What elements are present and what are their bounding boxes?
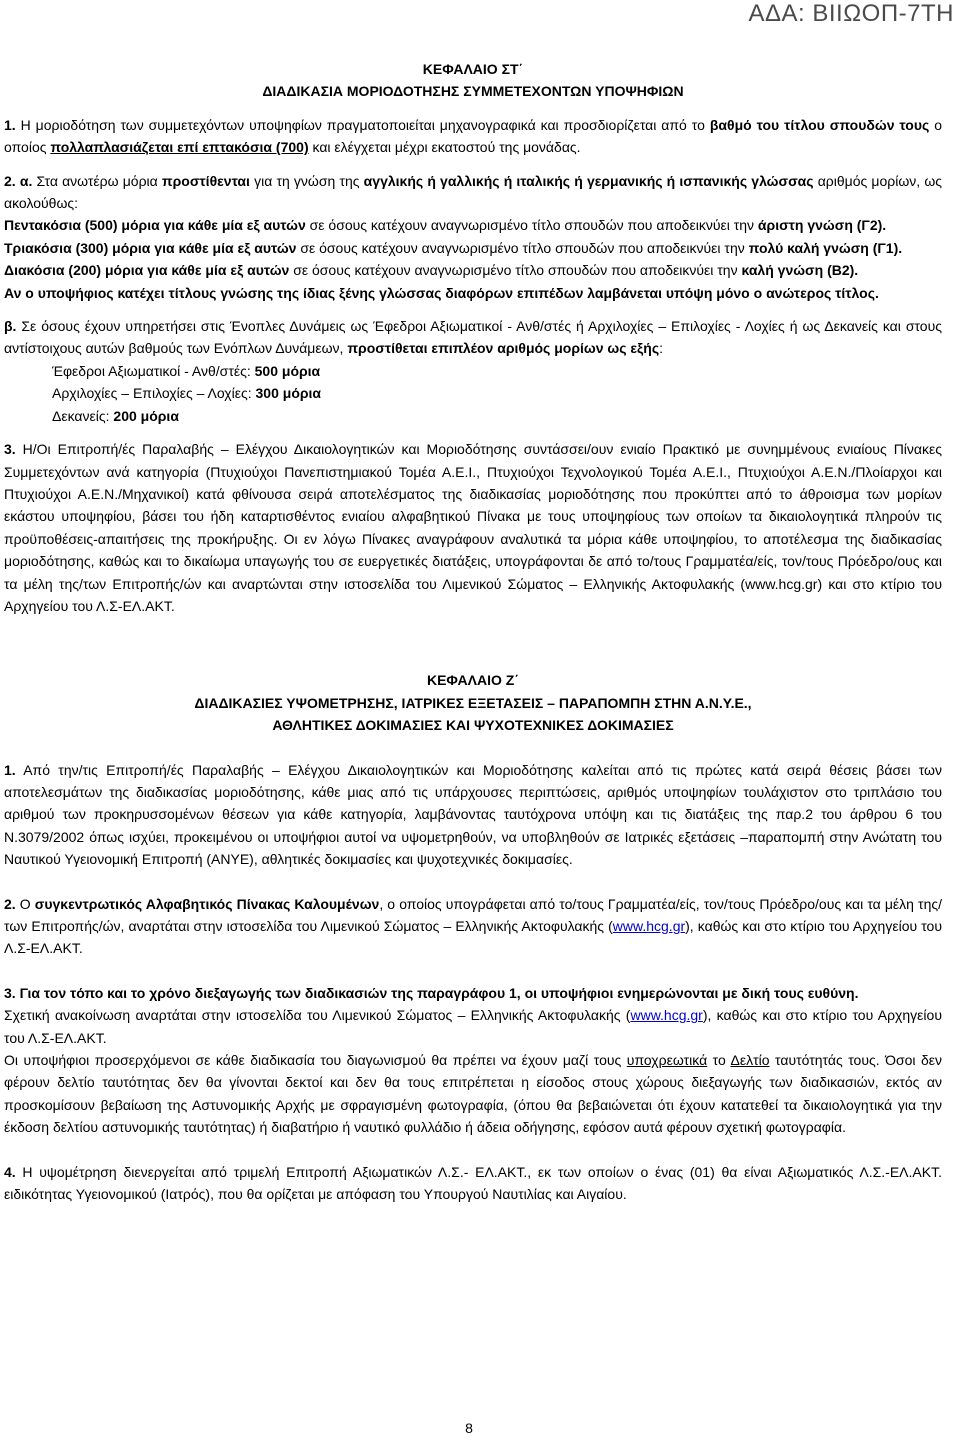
ch6-multi-text: Αν ο υποψήφιος κατέχει τίτλους γνώσης της ίδιας ξένης γλώσσας διαφόρων επιπέδων λαμβάνεται υπόψη μόνο ο ανώτερος τίτλος. bbox=[4, 284, 879, 301]
ch6-b-text-b: προστίθεται επιπλέον αριθμός μορίων ως εξής bbox=[347, 340, 660, 357]
ch6-paragraph-3 bbox=[4, 438, 942, 617]
ch7-paragraph-1 bbox=[4, 759, 942, 871]
ch6-paragraph-2a bbox=[4, 170, 942, 215]
ch7-paragraph-4 bbox=[4, 1161, 942, 1206]
ch6-p1-number: 1. bbox=[4, 116, 16, 133]
ch6-p2-number: 2. α. bbox=[4, 172, 33, 189]
ch7-p3-c: Οι υποψήφιοι προσερχόμενοι σε κάθε διαδικασία του διαγωνισμού θα πρέπει να έχουν μαζί τους bbox=[4, 1052, 627, 1069]
ch6-rank-2-label: Αρχιλοχίες – Επιλοχίες – Λοχίες: bbox=[52, 385, 256, 402]
chapter-7-title: ΚΕΦΑΛΑΙΟ Ζ΄ bbox=[426, 672, 519, 689]
ch7-p4-number: 4. bbox=[4, 1163, 16, 1180]
ch7-p4-text: Η υψομέτρηση διενεργείται από τριμελή Επιτροπή Αξιωματικών Λ.Σ.- ΕΛ.ΑΚΤ., εκ των οποίων ο ένας (01) θα είναι Αξιωματικός Λ.Σ.-ΕΛ.ΑΚΤ. ειδικότητας Υγειονομικού (Ιατρός), που θα ορίζεται με απόφαση του Υπουργού Ναυτιλίας και Αιγαίου. bbox=[4, 1163, 942, 1203]
ch7-p3-b: ), καθώς και στο κτίριο του Αρχηγείου του Λ.Σ-ΕΛ.ΑΚΤ. bbox=[4, 1007, 942, 1046]
ch6-p3-text: Η/Οι Επιτροπή/ές Παραλαβής – Ελέγχου Δικαιολογητικών και Μοριοδότησης συντάσσει/ουν ενιαίο Πρακτικό με συνημμένους ενιαίους Πίνακες Συμμετεχόντων ανά κατηγορία (Πτυχιούχοι Πανεπιστημιακού Τομέα Α.Ε.Ι., Πτυχιούχοι Τεχνολογικού Τομέα Α.Ε.Ι., Πτυχιούχοι Α.Ε.Ν./Πλοίαρχοι και Πτυχιούχοι Α.Ε.Ν./Μηχανικοί) κατά φθίνουσα σειρά αποτελέσματος της διαδικασίας μοριοδότησης που προκύπτει από το άθροισμα των μορίων εκάστου υποψηφίου, βάσει του ήδη καταρτισθέντος ενιαίου αλφαβητικού Πίνακα με τους υποψηφίους των οποίων τα δικαιολογητικά πληρούν τις προϋποθέσεις-απαιτήσεις της προκήρυξης. Οι εν λόγω Πίνακες αναγράφουν αναλυτικά τα μόρια κάθε υποψηφίου, το αποτέλεσμα της διαδικασίας μοριοδότησης, καθώς και το δικαίωμα υπαγωγής του σε ευεργετικές διατάξεις, υπογράφονται δε από το/τους Γραμματέα/είς, τον/τους Πρόεδρο/ους και τα μέλη της/των Επιτροπής/ών και αναρτώνται στην ιστοσελίδα του Λιμενικού Σώματος – Ελληνικής Ακτοφυλακής (www.hcg.gr) και στο κτίριο του Αρχηγείου του Λ.Σ-ΕΛ.ΑΚΤ. bbox=[4, 441, 942, 614]
ch7-p2-text-b: συγκεντρωτικός Αλφαβητικός Πίνακας Καλουμένων bbox=[34, 895, 380, 912]
document-page bbox=[4, 58, 942, 1205]
ch6-200-c: καλή γνώση (Β2). bbox=[741, 262, 859, 279]
ch7-p1-text: Από την/τις Επιτροπή/ές Παραλαβής – Ελέγχου Δικαιολογητικών και Μοριοδότησης καλείται από τις πρώτες κατά σειρά θέσεις βάσει των αποτελεσμάτων της διαδικασίας μοριοδότησης, κάθε μιας από τις υπάρχουσες περιπτώσεις, αριθμός υποψηφίων τουλάχιστον στο τριπλάσιο του αριθμού των προκηρυσσομένων θέσεων για κάθε κατηγορία, λαμβάνοντας ταυτόχρονα υπόψη και τις διατάξεις της παρ.2 του άρθρου 6 του Ν.3079/2002 όπως ισχύει, προκειμένου οι υποψήφιοι αυτοί να υψομετρηθούν, να υποβληθούν σε Ιατρικές εξετάσεις –παραπομπή στην Ανώτατη του Ναυτικού Υγειονομική Επιτροπή (ΑΝΥΕ), αθλητικές δοκιμασίες και ψυχοτεχνικές δοκιμασίες. bbox=[4, 761, 942, 868]
chapter-6-title: ΚΕΦΑΛΑΙΟ ΣΤ΄ bbox=[422, 61, 524, 77]
ch6-rank-3 bbox=[4, 405, 942, 427]
ch6-paragraph-2b bbox=[4, 315, 942, 360]
ch6-paragraph-1 bbox=[4, 114, 942, 159]
ch6-200-b: σε όσους κατέχουν αναγνωρισμένο τίτλο σπουδών που αποδεικνύει την bbox=[289, 262, 742, 279]
ch6-p1-text-d: πολλαπλασιάζεται επί επτακόσια (700) bbox=[50, 139, 309, 156]
ch6-300-b: σε όσους κατέχουν αναγνωρισμένο τίτλο σπουδών που αποδεικνύει την bbox=[296, 239, 749, 256]
ch7-paragraph-3-id-requirement bbox=[4, 1049, 942, 1139]
ch6-p2-text-d: αγγλικής ή γαλλικής ή ιταλικής ή γερμανικής ή ισπανικής γλώσσας bbox=[363, 172, 814, 189]
ch6-rank-3-points: 200 μόρια bbox=[113, 407, 179, 424]
ch6-b-number: β. bbox=[4, 318, 17, 335]
ch6-points-200 bbox=[4, 259, 942, 281]
ch7-p3-id-card: Δελτίο bbox=[730, 1052, 770, 1069]
ch6-p1-text-b: βαθμό του τίτλου σπουδών τους bbox=[709, 116, 930, 133]
ch7-p2-text-d: ), καθώς και στο κτίριο του Αρχηγείου του Λ.Σ-ΕΛ.ΑΚΤ. bbox=[4, 918, 943, 957]
ch7-p1-number: 1. bbox=[4, 761, 16, 778]
ch6-p1-text-c: ο οποίος bbox=[4, 116, 942, 156]
ch6-rank-3-label: Δεκανείς: bbox=[52, 407, 114, 424]
ch7-p2-text-c: , ο οποίος υπογράφεται από το/τους Γραμματέα/είς, τον/τους Πρόεδρο/ους και τα μέλη της/των Επιτροπής/ών, αναρτάται στην ιστοσελίδα του Λιμενικού Σώματος – Ελληνικής Ακτοφυλακής ( bbox=[4, 895, 942, 934]
ch6-rank-1 bbox=[4, 360, 942, 382]
ch6-rank-1-points: 500 μόρια bbox=[254, 362, 321, 379]
ch6-p1-text-e: και ελέγχεται μέχρι εκατοστού της μονάδας. bbox=[308, 139, 581, 156]
ch6-500-c: άριστη γνώση (Γ2). bbox=[757, 217, 887, 234]
ch7-paragraph-2 bbox=[4, 893, 942, 960]
ch7-paragraph-3-announcement bbox=[4, 1004, 942, 1049]
page-number: 8 bbox=[465, 1420, 473, 1436]
ch6-300-a: Τριακόσια (300) μόρια για κάθε μία εξ αυτών bbox=[4, 239, 297, 256]
ch7-p3-a: Σχετική ανακοίνωση αναρτάται στην ιστοσελίδα του Λιμενικού Σώματος – Ελληνικής Ακτοφυλακής ( bbox=[4, 1007, 631, 1024]
ch6-500-a: Πεντακόσια (500) μόρια για κάθε μία εξ αυτών bbox=[4, 217, 306, 234]
ch6-p2-text-b: προστίθενται bbox=[161, 172, 250, 189]
ch6-multiple-titles-note bbox=[4, 282, 942, 304]
chapter-6-subtitle: ΔΙΑΔΙΚΑΣΙΑ ΜΟΡΙΟΔΟΤΗΣΗΣ ΣΥΜΜΕΤΕΧΟΝΤΩΝ ΥΠΟΨΗΦΙΩΝ bbox=[262, 83, 684, 100]
ch6-500-b: σε όσους κατέχουν αναγνωρισμένο τίτλο σπουδών που αποδεικνύει την bbox=[305, 217, 758, 234]
ch6-b-text-a: Σε όσους έχουν υπηρετήσει στις Ένοπλες Δυνάμεις ως Έφεδροι Αξιωματικοί - Ανθ/στές ή Αρχιλοχίες – Επιλοχίες - Λοχίες ή ως Δεκανείς και στους αντίστοιχους αυτών βαθμούς των Ενόπλων Δυνάμεων, bbox=[4, 318, 942, 357]
ch7-p2-number: 2. bbox=[4, 895, 16, 912]
ch6-p2-text-e: αριθμός μορίων, ως ακολούθως: bbox=[4, 172, 943, 212]
ch6-rank-2-points: 300 μόρια bbox=[255, 385, 322, 402]
ch7-p2-text-a: Ο bbox=[15, 895, 35, 912]
ch6-200-a: Διακόσια (200) μόρια για κάθε μία εξ αυτών bbox=[4, 262, 290, 279]
ch6-rank-2 bbox=[4, 382, 942, 404]
ch7-p3-head: 3. Για τον τόπο και το χρόνο διεξαγωγής των διαδικασιών της παραγράφου 1, οι υποψήφιοι ενημερώνονται με δική τους ευθύνη. bbox=[4, 984, 859, 1001]
ch6-300-c: πολύ καλή γνώση (Γ1). bbox=[748, 239, 903, 256]
ch6-p2-text-c: για τη γνώση της bbox=[249, 172, 364, 189]
ada-code: ΑΔΑ: ΒΙΙΩΟΠ-7ΤΗ bbox=[748, 0, 954, 27]
ch7-p3-c2: το bbox=[707, 1052, 731, 1069]
ch6-points-500 bbox=[4, 214, 942, 236]
ch7-p3-d: ταυτότητάς τους. Όσοι δεν φέρουν δελτίο ταυτότητας δεν θα γίνονται δεκτοί και δεν θα τους επιτρέπεται η είσοδος στους χώρους διεξαγωγής των διαδικασιών, εκτός αν προσκομίσουν βεβαίωση της Αστυνομικής Αρχής με σφραγισμένη φωτογραφία, (όπου θα βεβαιώνεται ότι έχουν κατατεθεί τα δικαιολογητικά για την έκδοση δελτίου αστυνομικής ταυτότητας) ή διαβατήριο ή ναυτικό φυλλάδιο ή άδεια οδήγησης, εφόσον αυτά φέρουν σχετική φωτογραφία. bbox=[4, 1052, 943, 1136]
ch7-paragraph-3-heading bbox=[4, 982, 942, 1004]
ch7-p3-mandatory: υποχρεωτικά bbox=[626, 1052, 708, 1069]
hcg-link[interactable]: www.hcg.gr bbox=[612, 918, 686, 934]
ch6-p2-text-a: Στα ανωτέρω μόρια bbox=[32, 172, 162, 189]
ch6-rank-1-label: Έφεδροι Αξιωματικοί - Ανθ/στές: bbox=[52, 362, 255, 379]
ch6-p1-text-a: Η μοριοδότηση των συμμετεχόντων υποψηφίων πραγματοποιείται μηχανογραφικά και προσδιορίζεται από το bbox=[15, 116, 710, 133]
hcg-link-2[interactable]: www.hcg.gr bbox=[630, 1007, 703, 1024]
ch6-points-300 bbox=[4, 237, 942, 259]
ch6-p3-number: 3. bbox=[4, 441, 16, 458]
ch6-b-text-c: : bbox=[659, 340, 663, 357]
chapter-7-subtitle-2: ΑΘΛΗΤΙΚΕΣ ΔΟΚΙΜΑΣΙΕΣ ΚΑΙ ΨΥΧΟΤΕΧΝΙΚΕΣ ΔΟΚΙΜΑΣΙΕΣ bbox=[272, 717, 674, 734]
chapter-7-subtitle-1: ΔΙΑΔΙΚΑΣΙΕΣ ΥΨΟΜΕΤΡΗΣΗΣ, ΙΑΤΡΙΚΕΣ ΕΞΕΤΑΣΕΙΣ – ΠΑΡΑΠΟΜΠΗ ΣΤΗΝ Α.Ν.Υ.Ε., bbox=[194, 694, 752, 711]
